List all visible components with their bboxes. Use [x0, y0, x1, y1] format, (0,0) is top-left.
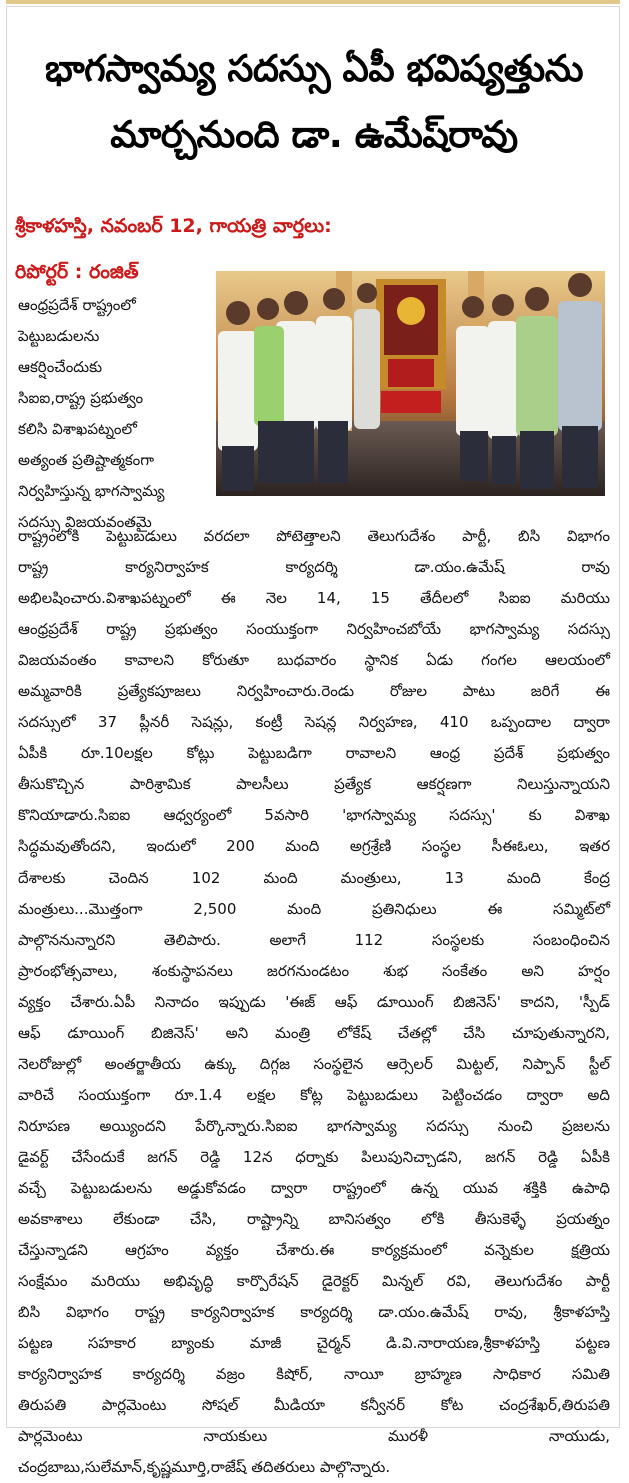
body-line: నిరూపణ అయ్యిందని పేర్కొన్నారు.సిఐఐ భాగస్వామ్య సదస్సు నుంచి ప్రజలను: [18, 1116, 610, 1135]
body-line: చేస్తున్నాడని ఆగ్రహం వ్యక్తం చేశారు.ఈ కార్యక్రమంలో వన్నెకుల క్షత్రియ: [18, 1241, 610, 1260]
body-line: పట్టణ సహకార బ్యాంకు మాజీ చైర్మన్ డి.వి.నారాయణ,శ్రీకాళహస్తి పట్టణ: [18, 1334, 610, 1353]
body-line: ప్రారంభోత్సవాలు, శంకుస్థాపనలు జరగనుండటం శుభ సంకేతం అని హర్షం: [18, 961, 610, 980]
left-line: సదస్సు విజయవంతమై: [18, 513, 152, 531]
left-line: కలిసి విశాఖపట్నంలో: [18, 420, 137, 438]
reporter-credit: రిపోర్టర్ : రంజిత్: [15, 261, 139, 283]
dateline: శ్రీకాళహస్తి, నవంబర్ 12, గాయత్రి వార్తలు:: [15, 215, 332, 237]
body-line: పాల్గొననున్నారని తెలిపారు. అలాగే 112 సంస్థలకు సంబంధించిన: [18, 930, 610, 949]
body-line: అమ్మవారికి ప్రత్యేకపూజలు నిర్వహించారు.రెండు రోజుల పాటు జరిగే ఈ: [18, 682, 610, 701]
headline-line-2: మార్చనుంది డా. ఉమేష్‌రావు: [110, 113, 518, 156]
body-line: ఆఫ్ డూయింగ్ బిజినెస్' అని మంత్రి లోకేష్ చేతల్లో చేసి చూపుతున్నారని,: [18, 1023, 610, 1042]
body-line: పార్లమెంటు నాయకులు మురళీ నాయుడు,: [18, 1427, 610, 1446]
temple-puja-photo-illustration: [216, 271, 605, 496]
body-line: ఆంధ్రప్రదేశ్ రాష్ట్ర ప్రభుత్వం సంయుక్తంగా నిర్వహించబోయే భాగస్వామ్య సదస్సు: [18, 620, 610, 639]
body-line: అభిలషించారు.విశాఖపట్నంలో ఈ నెల 14, 15 తేదీలలో సిఐఐ మరియు: [18, 589, 610, 608]
left-line: ఆంధ్రప్రదేశ్ రాష్ట్రంలో: [18, 296, 136, 314]
body-line: నెలరోజుల్లో అంతర్జాతీయ ఉక్కు దిగ్గజ సంస్థలైన ఆర్సెలర్ మిట్టల్, నిప్పాన్ స్టీల్: [18, 1054, 610, 1073]
left-line: పెట్టుబడులను: [18, 327, 100, 345]
body-line: సదస్సులో 37 ప్లీనరీ సెషన్లు, కంట్రీ సెషన్ల నిర్వహణ, 410 ఒప్పందాల ద్వారా: [18, 713, 610, 732]
body-line: రాష్ట్రంలోకి పెట్టుబడులు వరదలా పోటెత్తాలని తెలుగుదేశం పార్టీ, బిసి విభాగం: [18, 527, 610, 545]
body-line: సంక్షేమం మరియు అభివృద్ధి కార్పొరేషన్ డైరెక్టర్ మిన్నల్ రవి, తెలుగుదేశం పార్టీ: [18, 1272, 610, 1291]
top-rule: [6, 0, 620, 4]
body-line: సిద్ధమవుతోందని, ఇందులో 200 మంది అగ్రశ్రేణి సంస్థల సీఈఓలు, ఇతర: [18, 837, 610, 856]
left-line: నిర్వహిస్తున్న భాగస్వామ్య: [18, 482, 165, 500]
headline-line-1: భాగస్వామ్య సదస్సు ఏపీ భవిష్యత్తును: [44, 47, 584, 90]
body-line: అవకాశాలు లేకుండా చేసి, రాష్ట్రాన్ని బానిసత్వం లోకి తీసుకెళ్ళే ప్రయత్నం: [18, 1210, 610, 1229]
news-photo: [216, 271, 605, 496]
body-line: చంద్రబాబు,సులేమాన్,కృష్ణమూర్తి,రాజేష్ తదితరులు పాల్గొన్నారు.: [18, 1458, 391, 1477]
body-line: వారిచే సంయుక్తంగా రూ.1.4 లక్షల కోట్ల పెట్టుబడులు పెట్టించడం ద్వారా అది: [18, 1085, 610, 1104]
left-line: సిఐఐ,రాష్ట్ర ప్రభుత్వం: [18, 389, 144, 407]
headline: [14, 36, 614, 168]
body-line: తీసుకొచ్చిన పారిశ్రామిక పాలసీలు ప్రత్యేక ఆకర్షణగా నిలుస్తున్నాయని: [18, 775, 610, 794]
body-line: వచ్చే పెట్టుబడులను అడ్డుకోవడం ద్వారా రాష్ట్రంలో ఉన్న యువ శక్తికి ఉపాధి: [18, 1178, 610, 1197]
body-line: కొనియాడారు.సిఐఐ ఆధ్వర్యంలో 5వసారి 'భాగస్వామ్య సదస్సు' కు విశాఖ: [18, 806, 610, 825]
body-line: రాష్ట్ర కార్యనిర్వాహక కార్యదర్శి డా.యం.ఉమేష్ రావు: [18, 558, 610, 577]
body-line: బిసి విభాగం రాష్ట్ర కార్యనిర్వాహక కార్యదర్శి డా.యం.ఉమేష్ రావు, శ్రీకాళహస్తి: [18, 1303, 610, 1322]
article-body: [18, 521, 610, 1483]
body-line: డైవర్ట్ చేసేందుకే జగన్ రెడ్డి 12న ధర్నాకు పిలుపునిచ్చాడని, జగన్ రెడ్డి ఏపీకి: [18, 1147, 610, 1166]
body-line: మంత్రులు...మొత్తంగా 2,500 మంది ప్రతినిధులు ఈ సమ్మిట్‌లో: [18, 899, 610, 918]
body-line: కార్యనిర్వాహక కార్యదర్శి వజ్రం కిషోర్, నాయీ బ్రాహ్మణ సాధికార సమితి: [18, 1365, 610, 1384]
left-column-text: [18, 290, 210, 538]
body-line: విజయవంతం కావాలని కోరుతూ బుధవారం స్థానిక ఏడు గంగల ఆలయంలో: [18, 651, 610, 670]
left-line: అత్యంత ప్రతిష్టాత్మకంగా: [18, 451, 155, 469]
body-line: వ్యక్తం చేశారు.ఏపీ నినాదం ఇప్పుడు 'ఈజ్ ఆఫ్ డూయింగ్ బిజినెస్' కాదని, 'స్పీడ్: [18, 992, 610, 1011]
left-line: ఆకర్షించేందుకు: [18, 358, 103, 376]
body-line: దేశాలకు చెందిన 102 మంది మంత్రులు, 13 మంది కేంద్ర: [18, 868, 610, 887]
body-line: ఏపీకి రూ.10లక్షల కోట్లు పెట్టుబడిగా రావాలని ఆంధ్ర ప్రదేశ్ ప్రభుత్వం: [18, 744, 610, 763]
body-line: తిరుపతి పార్లమెంటు సోషల్ మీడియా కన్వీనర్ కోట చంద్రశేఖర్,తిరుపతి: [18, 1396, 610, 1415]
